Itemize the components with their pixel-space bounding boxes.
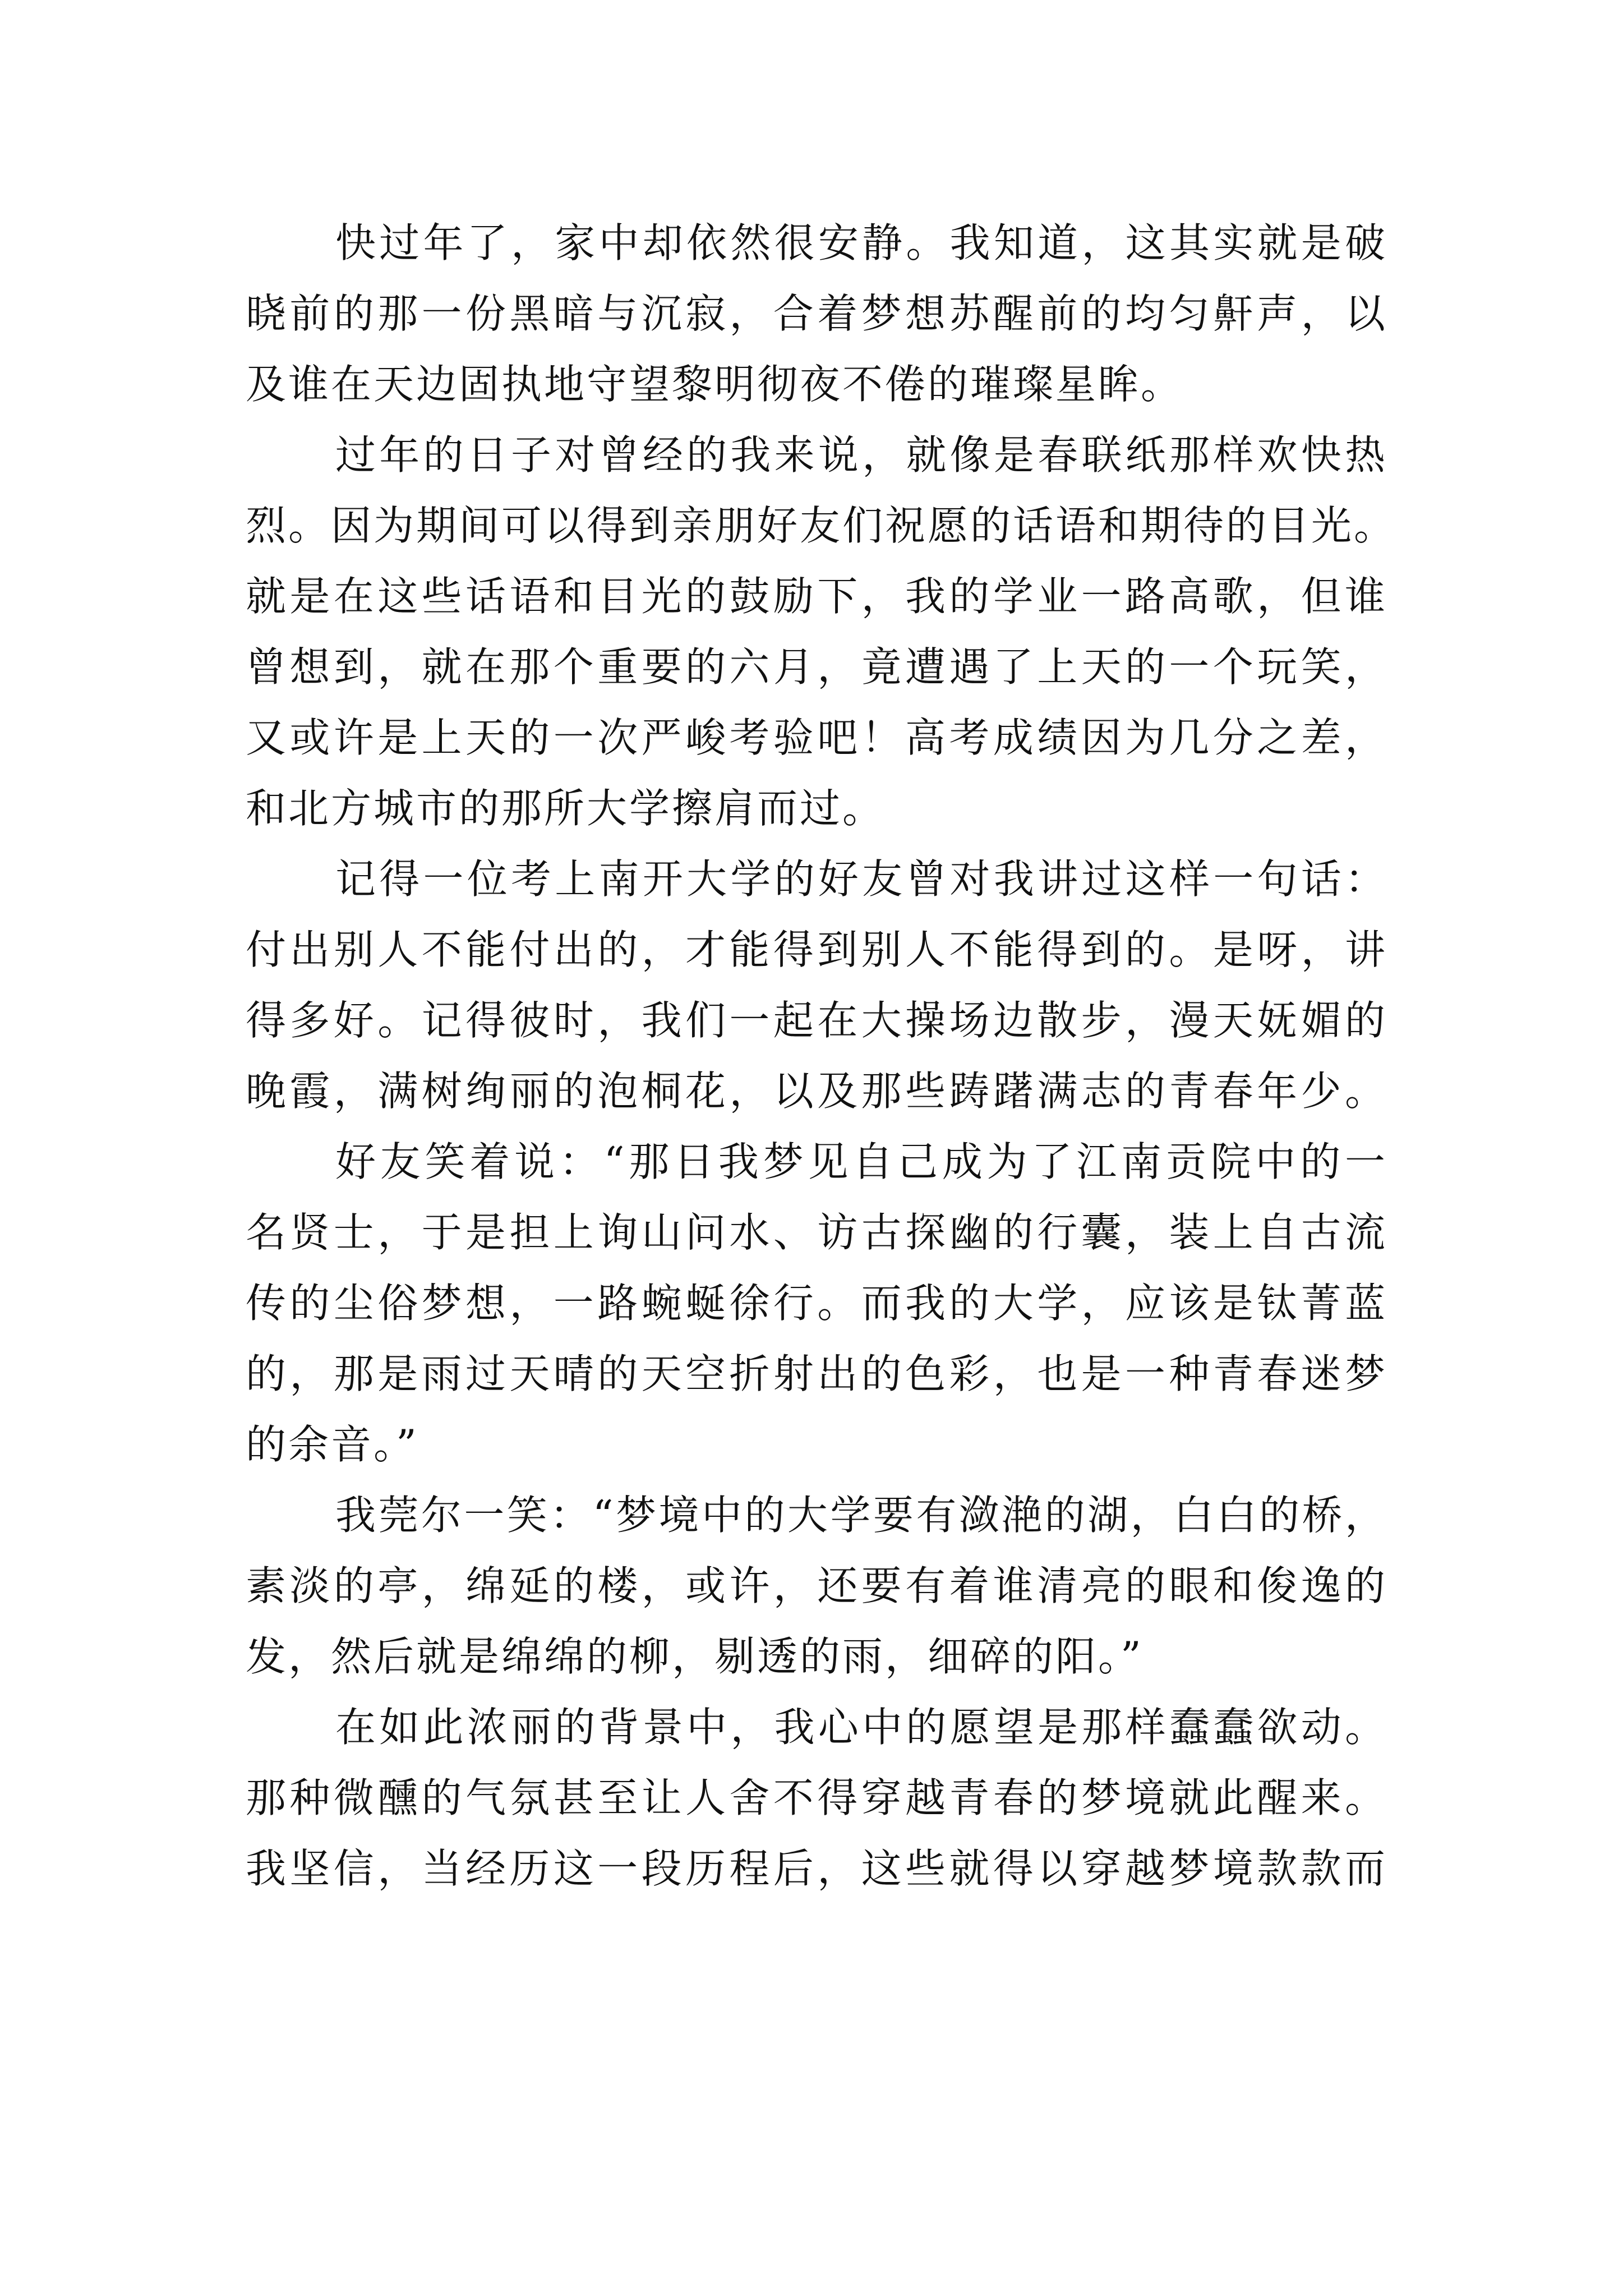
text-line: 的余音。” <box>246 1421 419 1468</box>
text-line: 又或许是上天的一次严峻考验吧！高考成绩因为几分之差， <box>246 714 1387 761</box>
text-line: 快过年了，家中却依然很安静。我知道，这其实就是破 <box>335 219 1387 266</box>
text-line: 传的尘俗梦想，一路蜿蜒徐行。而我的大学，应该是钛菁蓝 <box>246 1280 1387 1327</box>
text-line: 晚霞，满树绚丽的泡桐花，以及那些踌躇满志的青春年少。 <box>246 1068 1387 1115</box>
body-text <box>246 208 1397 1904</box>
text-line: 曾想到，就在那个重要的六月，竟遭遇了上天的一个玩笑， <box>246 643 1387 691</box>
text-line: 付出别人不能付出的，才能得到别人不能得到的。是呀，讲 <box>246 926 1387 973</box>
text-line: 得多好。记得彼时，我们一起在大操场边散步，漫天妩媚的 <box>246 997 1387 1044</box>
text-line: 我坚信，当经历这一段历程后，这些就得以穿越梦境款款而 <box>246 1845 1387 1892</box>
text-line: 过年的日子对曾经的我来说，就像是春联纸那样欢快热 <box>335 431 1387 478</box>
text-line: 我莞尔一笑：“梦境中的大学要有潋滟的湖，白白的桥， <box>335 1492 1387 1539</box>
text-line: 烈。因为期间可以得到亲朋好友们祝愿的话语和期待的目光。 <box>246 502 1397 549</box>
text-line: 名贤士，于是担上询山问水、访古探幽的行囊，装上自古流 <box>246 1209 1387 1256</box>
text-line: 素淡的亭，绵延的楼，或许，还要有着谁清亮的眼和俊逸的 <box>246 1562 1387 1609</box>
text-line: 那种微醺的气氛甚至让人舍不得穿越青春的梦境就此醒来。 <box>246 1774 1387 1821</box>
text-line: 记得一位考上南开大学的好友曾对我讲过这样一句话： <box>335 855 1387 903</box>
text-line: 在如此浓丽的背景中，我心中的愿望是那样蠢蠢欲动。 <box>335 1704 1387 1751</box>
text-line: 就是在这些话语和目光的鼓励下，我的学业一路高歌，但谁 <box>246 573 1387 620</box>
text-line: 和北方城市的那所大学擦肩而过。 <box>246 785 886 832</box>
text-line: 发，然后就是绵绵的柳，剔透的雨，细碎的阳。” <box>246 1633 1144 1680</box>
text-line: 及谁在天边固执地守望黎明彻夜不倦的璀璨星眸。 <box>246 361 1184 408</box>
text-line: 晓前的那一份黑暗与沉寂，合着梦想苏醒前的均匀鼾声，以 <box>246 290 1387 337</box>
text-line: 好友笑着说：“那日我梦见自己成为了江南贡院中的一 <box>335 1138 1387 1185</box>
text-line: 的，那是雨过天晴的天空折射出的色彩，也是一种青春迷梦 <box>246 1350 1387 1397</box>
